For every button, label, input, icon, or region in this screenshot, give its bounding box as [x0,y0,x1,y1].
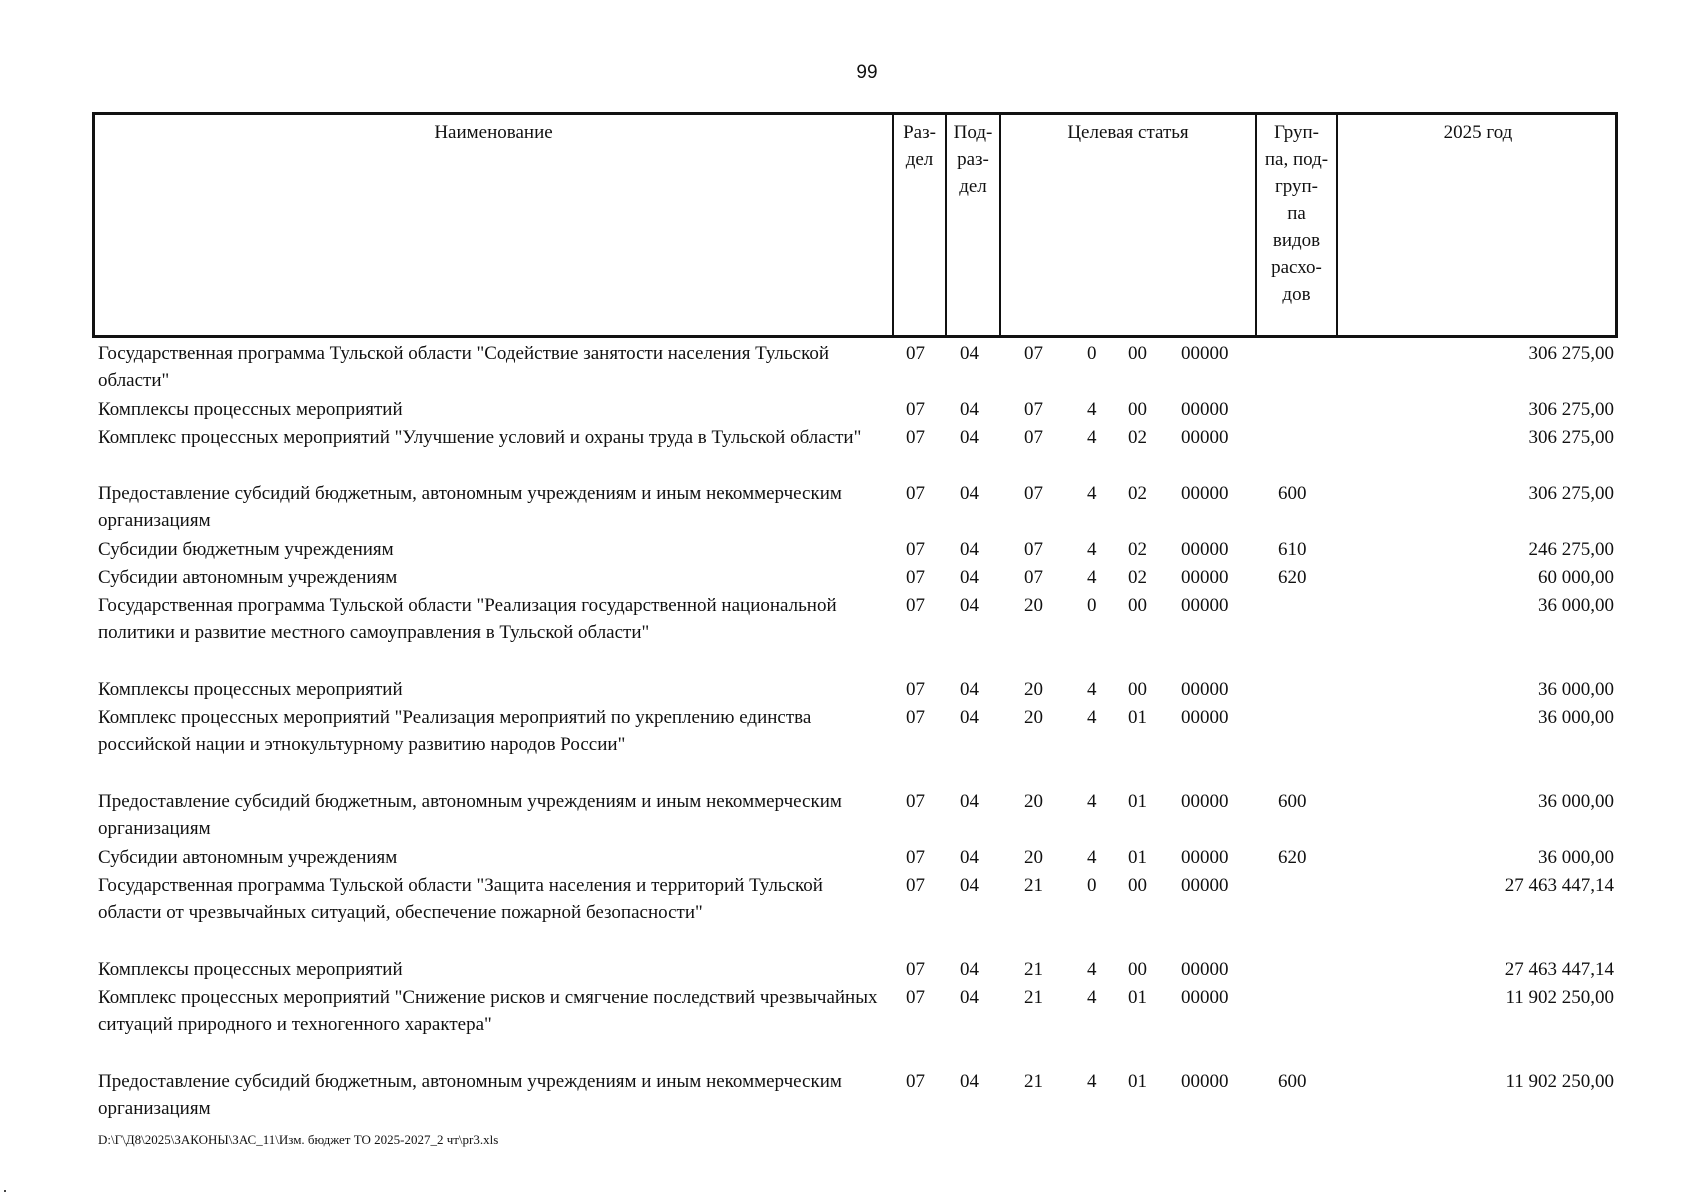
row-target-type: 0 [1087,875,1097,896]
row-podrazdel: 04 [960,343,979,364]
header-name: Наименование [434,122,553,143]
header-group-line: па, под- [1264,149,1329,170]
row-amount: 306 275,00 [1528,427,1614,448]
row-podrazdel: 04 [960,483,979,504]
row-target-type: 4 [1087,847,1097,868]
row-expense-group: 620 [1278,567,1307,588]
row-amount: 27 463 447,14 [1504,959,1614,980]
row-podrazdel: 04 [960,595,979,616]
row-name: Субсидии бюджетным учреждениям [98,539,394,560]
row-name: Субсидии автономным учреждениям [98,847,398,868]
file-path-footer: D:\Г\Д8\2025\ЗАКОНЫ\ЗАС_11\Изм. бюджет ТО 2025-2027_2 чт\pr3.xls [98,1132,499,1147]
row-target-element: 00 [1128,595,1147,616]
row-target-direction: 00000 [1181,847,1229,868]
row-razdel: 07 [906,595,925,616]
header-year: 2025 год [1443,122,1513,143]
row-name: Предоставление субсидий бюджетным, автономным учреждениям и иным некоммерческим организациям [98,791,842,839]
row-razdel: 07 [906,959,925,980]
row-podrazdel: 04 [960,791,979,812]
row-razdel: 07 [906,483,925,504]
row-podrazdel: 04 [960,679,979,700]
row-target-direction: 00000 [1181,1071,1229,1092]
row-target-program: 21 [1024,1071,1043,1092]
row-razdel: 07 [906,679,925,700]
row-target-direction: 00000 [1181,595,1229,616]
row-podrazdel: 04 [960,539,979,560]
row-name: Комплексы процессных мероприятий [98,399,403,420]
row-target-element: 00 [1128,343,1147,364]
header-razdel-line: Раз- [903,122,936,143]
header-group-line: дов [1282,284,1311,305]
header-group-line: груп- [1274,176,1319,197]
header-group-line: расхо- [1271,257,1322,278]
row-target-direction: 00000 [1181,343,1229,364]
header-group [1257,119,1336,308]
row-name: Комплекс процессных мероприятий "Улучшение условий и охраны труда в Тульской области" [98,427,862,448]
row-amount: 306 275,00 [1528,343,1614,364]
row-target-direction: 00000 [1181,399,1229,420]
row-expense-group: 610 [1278,539,1307,560]
row-amount: 36 000,00 [1538,595,1614,616]
row-podrazdel: 04 [960,399,979,420]
header-podrazdel-line: дел [959,176,987,197]
row-target-program: 20 [1024,707,1043,728]
header-razdel-line: дел [905,149,934,170]
scan-mark [4,1190,6,1192]
row-name: Комплекс процессных мероприятий "Снижение рисков и смягчение последствий чрезвычайных ситуаций природного и техногенного характера" [98,987,878,1035]
row-expense-group: 600 [1278,483,1307,504]
row-target-element: 02 [1128,539,1147,560]
row-target-type: 4 [1087,959,1097,980]
row-target-program: 07 [1024,427,1043,448]
header-divider [1336,115,1338,335]
row-razdel: 07 [906,539,925,560]
row-target-type: 4 [1087,427,1097,448]
row-target-element: 00 [1128,399,1147,420]
row-razdel: 07 [906,847,925,868]
row-target-element: 01 [1128,987,1147,1008]
row-name: Комплекс процессных мероприятий "Реализация мероприятий по укреплению единства российской нации и этнокультурному развитию народов России" [98,707,812,755]
header-group-line: видов [1272,230,1321,251]
row-target-type: 4 [1087,1071,1097,1092]
table-header [92,112,1618,338]
row-amount: 27 463 447,14 [1504,875,1614,896]
row-name: Комплексы процессных мероприятий [98,959,403,980]
row-amount: 11 902 250,00 [1505,1071,1614,1092]
row-expense-group: 600 [1278,791,1307,812]
row-target-element: 01 [1128,847,1147,868]
header-group-line: па [1287,203,1306,224]
page-number: 99 [856,62,878,83]
row-target-element: 02 [1128,567,1147,588]
row-target-program: 20 [1024,847,1043,868]
row-name: Субсидии автономным учреждениям [98,567,398,588]
row-razdel: 07 [906,567,925,588]
row-target-program: 07 [1024,567,1043,588]
header-target: Целевая статья [1067,122,1189,143]
row-target-type: 4 [1087,399,1097,420]
row-target-type: 4 [1087,483,1097,504]
row-amount: 36 000,00 [1538,791,1614,812]
row-razdel: 07 [906,707,925,728]
row-target-program: 20 [1024,791,1043,812]
row-target-program: 20 [1024,595,1043,616]
row-name: Государственная программа Тульской области "Реализация государственной национальной политики и развитие местного самоуправления в Тульской области" [98,595,837,643]
row-amount: 36 000,00 [1538,707,1614,728]
row-razdel: 07 [906,399,925,420]
row-target-program: 21 [1024,875,1043,896]
row-target-program: 21 [1024,959,1043,980]
row-target-element: 00 [1128,679,1147,700]
row-target-direction: 00000 [1181,987,1229,1008]
row-target-direction: 00000 [1181,707,1229,728]
row-target-type: 0 [1087,595,1097,616]
row-target-program: 07 [1024,399,1043,420]
row-expense-group: 620 [1278,847,1307,868]
row-target-direction: 00000 [1181,567,1229,588]
row-target-type: 4 [1087,987,1097,1008]
row-razdel: 07 [906,875,925,896]
row-amount: 306 275,00 [1528,483,1614,504]
row-podrazdel: 04 [960,875,979,896]
row-podrazdel: 04 [960,567,979,588]
row-target-program: 07 [1024,343,1043,364]
row-target-program: 07 [1024,483,1043,504]
row-target-element: 00 [1128,959,1147,980]
row-target-direction: 00000 [1181,427,1229,448]
row-amount: 60 000,00 [1538,567,1614,588]
row-amount: 11 902 250,00 [1505,987,1614,1008]
header-group-line: Груп- [1273,122,1320,143]
row-target-direction: 00000 [1181,483,1229,504]
row-amount: 36 000,00 [1538,847,1614,868]
row-name: Комплексы процессных мероприятий [98,679,403,700]
row-target-element: 01 [1128,791,1147,812]
row-name: Предоставление субсидий бюджетным, автономным учреждениям и иным некоммерческим организациям [98,483,842,531]
row-target-program: 20 [1024,679,1043,700]
row-razdel: 07 [906,343,925,364]
row-podrazdel: 04 [960,1071,979,1092]
row-target-element: 02 [1128,427,1147,448]
row-target-type: 4 [1087,707,1097,728]
row-expense-group: 600 [1278,1071,1307,1092]
row-razdel: 07 [906,791,925,812]
row-podrazdel: 04 [960,959,979,980]
row-target-direction: 00000 [1181,791,1229,812]
row-name: Предоставление субсидий бюджетным, автономным учреждениям и иным некоммерческим организациям [98,1071,842,1119]
row-target-program: 21 [1024,987,1043,1008]
row-target-element: 01 [1128,1071,1147,1092]
header-divider [999,115,1001,335]
row-target-direction: 00000 [1181,875,1229,896]
row-target-program: 07 [1024,539,1043,560]
row-target-type: 4 [1087,567,1097,588]
row-razdel: 07 [906,1071,925,1092]
row-target-direction: 00000 [1181,959,1229,980]
row-podrazdel: 04 [960,707,979,728]
row-target-type: 4 [1087,539,1097,560]
header-podrazdel-line: Под- [953,122,993,143]
row-target-type: 0 [1087,343,1097,364]
header-podrazdel-line: раз- [957,149,989,170]
row-amount: 306 275,00 [1528,399,1614,420]
row-name: Государственная программа Тульской области "Защита населения и территорий Тульской области от чрезвычайных ситуаций, обеспечение пожарной безопасности" [98,875,823,923]
row-amount: 246 275,00 [1528,539,1614,560]
row-target-type: 4 [1087,679,1097,700]
row-target-element: 01 [1128,707,1147,728]
row-target-direction: 00000 [1181,539,1229,560]
row-podrazdel: 04 [960,427,979,448]
row-target-direction: 00000 [1181,679,1229,700]
row-razdel: 07 [906,427,925,448]
row-amount: 36 000,00 [1538,679,1614,700]
header-podrazdel [947,119,999,200]
row-podrazdel: 04 [960,987,979,1008]
row-target-element: 00 [1128,875,1147,896]
row-target-type: 4 [1087,791,1097,812]
row-podrazdel: 04 [960,847,979,868]
row-name: Государственная программа Тульской области "Содействие занятости населения Тульской области" [98,343,830,391]
row-target-element: 02 [1128,483,1147,504]
header-razdel [894,119,945,173]
row-razdel: 07 [906,987,925,1008]
